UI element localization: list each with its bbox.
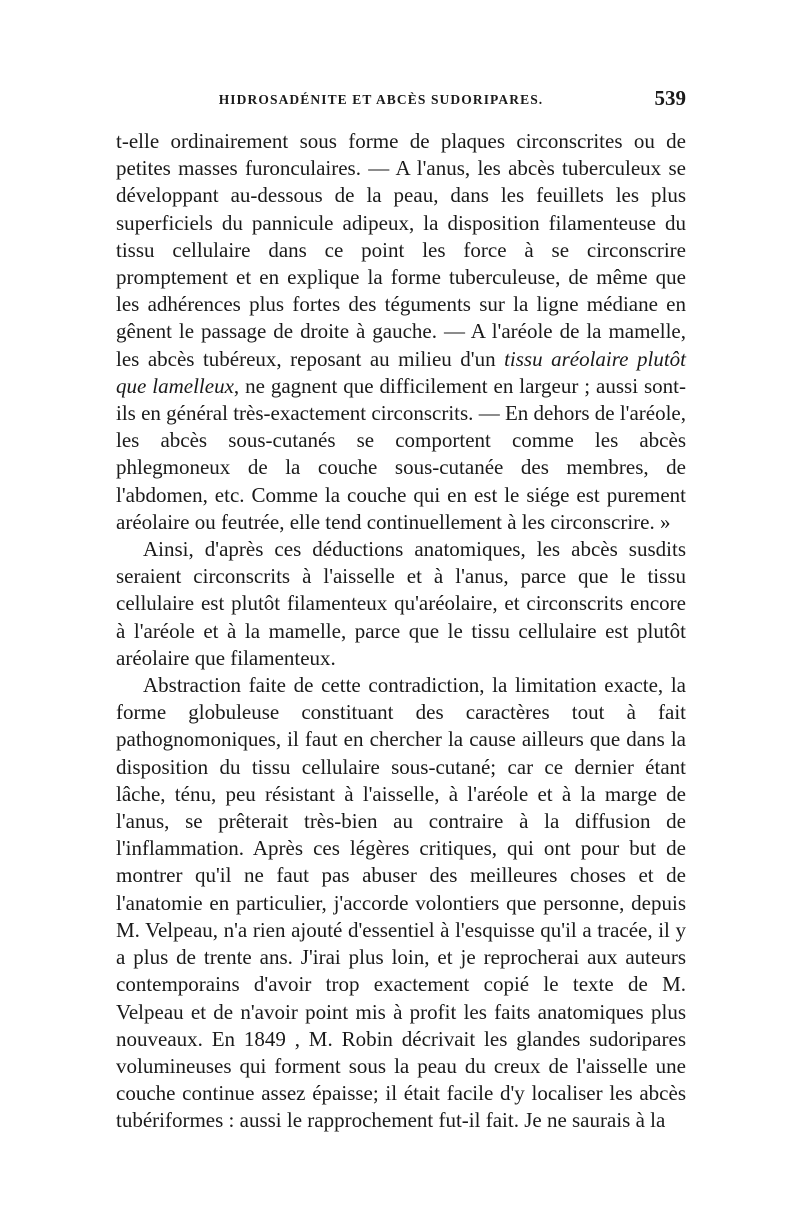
- body-text: [116, 128, 686, 1135]
- paragraph: [116, 672, 686, 1134]
- page-number: 539: [654, 86, 686, 110]
- running-title: HIDROSADÉNITE ET ABCÈS SUDORIPARES.: [218, 92, 544, 107]
- book-page: [116, 86, 686, 1135]
- paragraph-text: , ne gagnent que difficilement en largeur ; aussi sont-ils en général très-exactement circonscrits. — En dehors de l'aréole, les abcès sous-cutanés se comportent comme les abcès phlegmoneux de la couche sous-cutanée des membres, de l'abdomen, etc. Comme la couche qui en est le siége est purement aréolaire ou feutrée, elle tend continuellement à les circonscrire. »: [116, 373, 686, 534]
- paragraph: [116, 536, 686, 672]
- paragraph-text: Ainsi, d'après ces déductions anatomiques, les abcès susdits seraient circonscrits à l'aisselle et à l'anus, parce que le tissu cellulaire est plutôt filamenteux qu'aréolaire, et circonscrits encore à l'aréole et à la mamelle, parce que le tissu cellulaire est plutôt aréolaire que filamenteux.: [116, 537, 686, 670]
- italic-phrase: tissu aréolaire plutôt que lamelleux: [116, 346, 686, 398]
- paragraph: [116, 128, 686, 536]
- paragraph-text: t-elle ordinairement sous forme de plaques circonscrites ou de petites masses furonculaires. — A l'anus, les abcès tuberculeux se développant au-dessous de la peau, dans les feuillets les plus superficiels du pannicule adipeux, la disposition filamenteuse du tissu cellulaire dans ce point les force à se circonscrire promptement et en explique la forme tuberculeuse, de même que les adhérences plus fortes des téguments sur la ligne médiane en gênent le passage de droite à gauche. — A l'aréole de la mamelle, les abcès tubéreux, reposant au milieu d'un: [116, 129, 686, 371]
- paragraph-text: Abstraction faite de cette contradiction, la limitation exacte, la forme globuleuse constituant des caractères tout à fait pathognomoniques, il faut en chercher la cause ailleurs que dans la disposition du tissu cellulaire sous-cutané; car ce dernier étant lâche, ténu, peu résistant à l'aisselle, à l'aréole et à la marge de l'anus, se prêterait très-bien au contraire à la diffusion de l'inflammation. Après ces légères critiques, qui ont pour but de montrer qu'il ne faut pas abuser des meilleures choses et de l'anatomie en particulier, j'accorde volontiers que personne, depuis M. Velpeau, n'a rien ajouté d'essentiel à l'esquisse qu'il a tracée, il y a plus de trente ans. J'irai plus loin, et je reprocherai aux auteurs contemporains d'avoir trop exactement copié le texte de M. Velpeau et de n'avoir point mis à profit les faits anatomiques plus nouveaux. En 1849 , M. Robin décrivait les glandes sudoripares volumineuses qui forment sous la peau du creux de l'aisselle une couche continue assez épaisse; il était facile d'y localiser les abcès tubériformes : aussi le rapprochement fut-il fait. Je ne saurais à la: [116, 673, 686, 1133]
- running-head: [116, 86, 686, 122]
